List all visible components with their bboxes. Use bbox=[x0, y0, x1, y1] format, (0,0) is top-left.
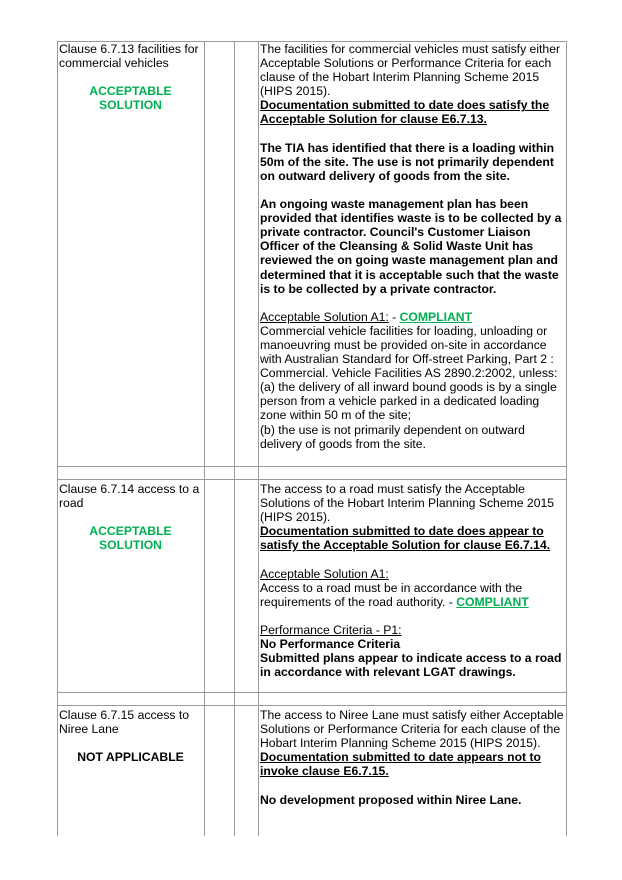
clause-label: Clause 6.7.15 access to Niree Lane bbox=[59, 708, 190, 737]
row-divider bbox=[57, 479, 567, 480]
assessment-finding: Documentation submitted to date does satisfy the Acceptable Solution for clause E6.7.13. bbox=[260, 98, 550, 127]
assessment-cell bbox=[260, 482, 566, 679]
assessment-finding: Documentation submitted to date does appear to satisfy the Acceptable Solution for clause E6.7.14. bbox=[260, 524, 551, 553]
clause-label-cell bbox=[59, 708, 202, 764]
acceptable-solution-text-line bbox=[260, 581, 566, 609]
table-border-left bbox=[57, 41, 58, 836]
condition-b: (b) the use is not primarily dependent on outward delivery of goods from the site. bbox=[260, 422, 525, 451]
separator: - bbox=[445, 594, 457, 609]
assessment-paragraph: No development proposed within Niree Lane. bbox=[260, 792, 522, 807]
assessment-intro: The access to a road must satisfy the Acceptable Solutions of the Hobart Interim Planning Scheme 2015 (HIPS 2015). bbox=[260, 482, 555, 525]
performance-criteria-text: Submitted plans appear to indicate access to a road in accordance with relevant LGAT drawings. bbox=[260, 651, 562, 680]
column-divider bbox=[204, 41, 205, 836]
column-divider bbox=[234, 41, 235, 836]
assessment-intro: The access to Niree Lane must satisfy either Acceptable Solutions or Performance Criteria for each clause of the Hobart Interim Planning Scheme 2015 (HIPS 2015). bbox=[260, 708, 564, 751]
assessment-finding: Documentation submitted to date appears not to invoke clause E6.7.15. bbox=[260, 750, 542, 779]
acceptable-solution-text: Access to a road must be in accordance with the requirements of the road authority. bbox=[260, 580, 523, 609]
status-badge: ACCEPTABLE SOLUTION bbox=[89, 524, 172, 553]
compliance-status: COMPLIANT bbox=[456, 594, 529, 609]
acceptable-solution-text: Commercial vehicle facilities for loading, unloading or manoeuvring must be provided on-site in accordance with Australian Standard for Off-street Parking, Part 2 : Commercial. Vehicle Facilities AS 2890.2:2002, unless: bbox=[260, 323, 558, 381]
row-divider bbox=[57, 705, 567, 706]
performance-criteria-heading: Performance Criteria - P1: bbox=[260, 622, 402, 637]
assessment-paragraph: An ongoing waste management plan has been provided that identifies waste is to be collected by a private contractor. Council's Customer Liaison Officer of the Cleansing & Solid Waste Unit has reviewed the on going waste management plan and determined that it is acceptable such that the waste is to be collected by a private contractor. bbox=[260, 197, 562, 296]
condition-a: (a) the delivery of all inward bound goods is by a single person from a vehicle parked in a dedicated loading zone within 50 m of the site; bbox=[260, 380, 557, 423]
assessment-cell bbox=[260, 708, 566, 807]
compliance-status: COMPLIANT bbox=[399, 309, 473, 324]
clause-label: Clause 6.7.13 facilities for commercial vehicles bbox=[59, 42, 199, 71]
status-badge: NOT APPLICABLE bbox=[77, 750, 184, 765]
assessment-cell bbox=[260, 42, 566, 451]
assessment-intro: The facilities for commercial vehicles must satisfy either Acceptable Solutions or Performance Criteria for each clause of the Hobart Interim Planning Scheme 2015 (HIPS 2015). bbox=[260, 42, 561, 99]
status-badge: ACCEPTABLE SOLUTION bbox=[89, 84, 172, 113]
assessment-table bbox=[57, 41, 567, 836]
row-divider bbox=[57, 692, 567, 693]
acceptable-solution-heading: Acceptable Solution A1: bbox=[260, 309, 389, 324]
column-divider bbox=[258, 41, 259, 836]
separator: - bbox=[388, 309, 400, 324]
assessment-paragraph: The TIA has identified that there is a loading within 50m of the site. The use is not primarily dependent on outward delivery of goods from the site. bbox=[260, 140, 555, 183]
clause-label: Clause 6.7.14 access to a road bbox=[59, 482, 200, 511]
table-border-right bbox=[566, 41, 567, 836]
clause-label-cell bbox=[59, 482, 202, 552]
acceptable-solution-heading: Acceptable Solution A1: bbox=[260, 566, 389, 581]
clause-label-cell bbox=[59, 42, 202, 112]
performance-criteria-title: No Performance Criteria bbox=[260, 637, 401, 652]
acceptable-solution-line bbox=[260, 310, 566, 324]
row-divider bbox=[57, 466, 567, 467]
